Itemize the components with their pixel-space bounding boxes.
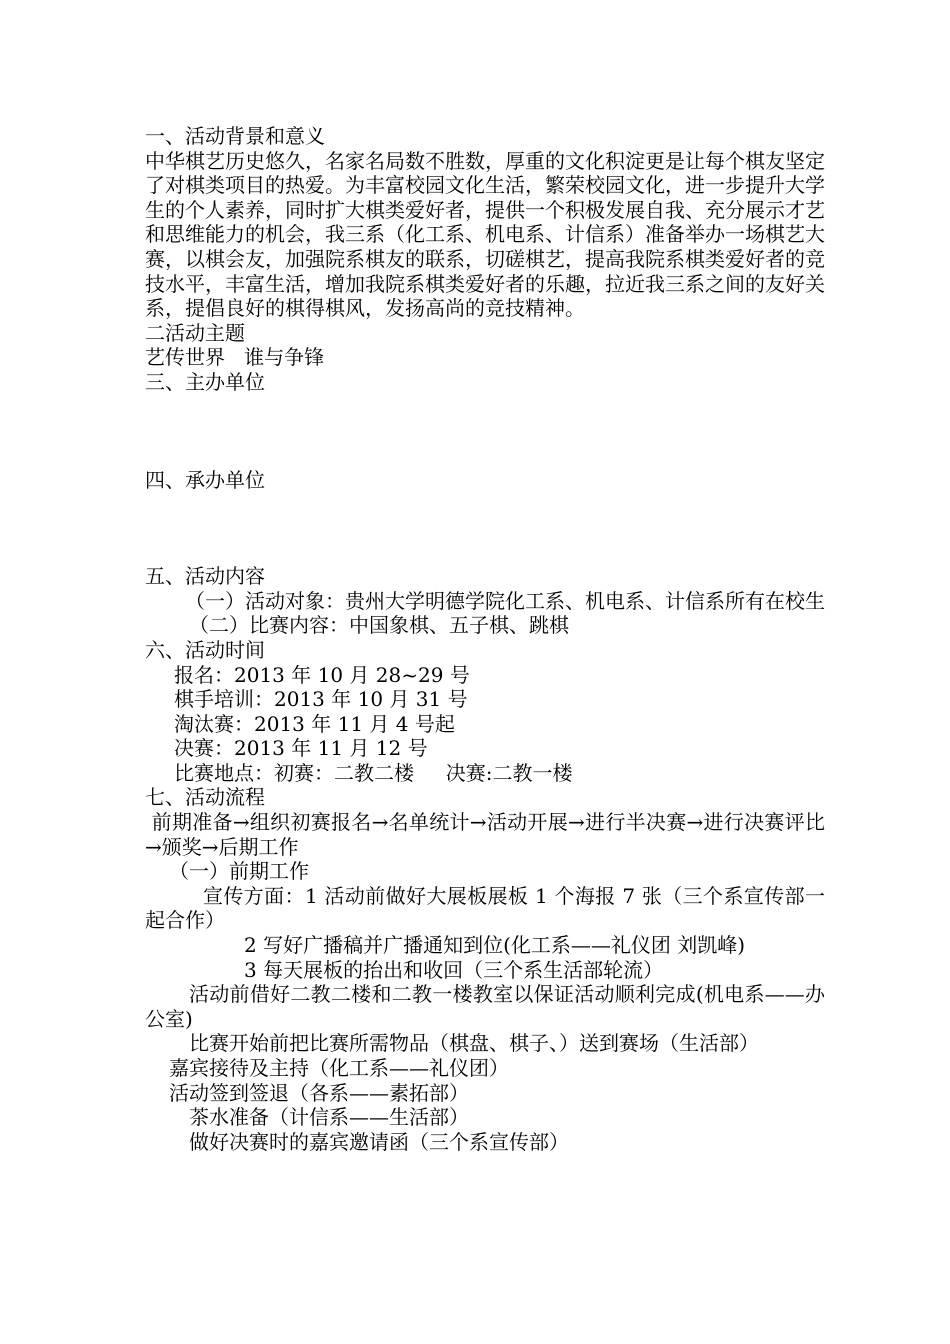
content-target: （一）活动对象：贵州大学明德学院化工系、机电系、计信系所有在校生 — [185, 588, 825, 613]
flow-supplies: 比赛开始前把比赛所需物品（棋盘、棋子、）送到赛场（生活部） — [189, 1031, 759, 1056]
flow-chain: 前期准备→组织初赛报名→名单统计→活动开展→进行半决赛→进行决赛评比→颁奖→后期工作 — [145, 810, 825, 859]
blank-space — [145, 395, 825, 468]
section-heading-background: 一、活动背景和意义 — [145, 124, 325, 148]
flow-guests: 嘉宾接待及主持（化工系——礼仪团） — [169, 1056, 509, 1080]
time-final: 决赛：2013 年 11 月 12 号 — [174, 736, 428, 761]
flow-publicity-1: 宣传方面：1 活动前做好大展板展板 1 个海报 7 张（三个系宣传部一起合作） — [145, 883, 825, 933]
flow-publicity-3: 3 每天展板的抬出和收回（三个系生活部轮流） — [244, 957, 664, 982]
flow-invite: 做好决赛时的嘉宾邀请函（三个系宣传部） — [189, 1129, 569, 1154]
theme-text: 艺传世界 谁与争锋 — [145, 345, 325, 370]
time-signup: 报名：2013 年 10 月 28~29 号 — [174, 662, 470, 687]
section-heading-content: 五、活动内容 — [145, 564, 265, 589]
blank-space — [145, 492, 825, 564]
time-training: 棋手培训：2013 年 10 月 31 号 — [174, 687, 468, 712]
flow-signin: 活动签到签退（各系——素拓部） — [169, 1080, 469, 1105]
section-heading-theme: 二活动主题 — [145, 320, 245, 345]
content-items: （二）比赛内容：中国象棋、五子棋、跳棋 — [189, 613, 569, 638]
section-heading-host: 三、主办单位 — [145, 369, 265, 394]
section-heading-flow: 七、活动流程 — [145, 785, 265, 810]
flow-room: 活动前借好二教二楼和二教一楼教室以保证活动顺利完成(机电系——办公室) — [145, 982, 825, 1031]
section-heading-organizer: 四、承办单位 — [145, 467, 265, 492]
flow-publicity-2: 2 写好广播稿并广播通知到位(化工系——礼仪团 刘凯峰) — [244, 933, 746, 958]
section-heading-time: 六、活动时间 — [145, 637, 265, 662]
flow-tea: 茶水准备（计信系——生活部） — [189, 1105, 469, 1130]
time-elimination: 淘汰赛：2013 年 11 月 4 号起 — [174, 711, 455, 736]
document-body — [145, 124, 825, 1154]
background-paragraph: 中华棋艺历史悠久，名家名局数不胜数，厚重的文化积淀更是让每个棋友坚定了对棋类项目的热爱。为丰富校园文化生活，繁荣校园文化，进一步提升大学生的个人素养，同时扩大棋类爱好者，提供一个积极发展自我、充分展示才艺和思维能力的机会，我三系（化工系、机电系、计信系）准备举办一场棋艺大赛，以棋会友，加强院系棋友的联系，切磋棋艺，提高我院系棋类爱好者的竞技水平，丰富生活，增加我院系棋类爱好者的乐趣，拉近我三系之间的友好关系，提倡良好的棋得棋风，发扬高尚的竞技精神。 — [145, 148, 825, 321]
flow-pre-heading: （一）前期工作 — [169, 859, 309, 884]
time-venue: 比赛地点：初赛：二教二楼 决赛:二教一楼 — [174, 760, 573, 785]
